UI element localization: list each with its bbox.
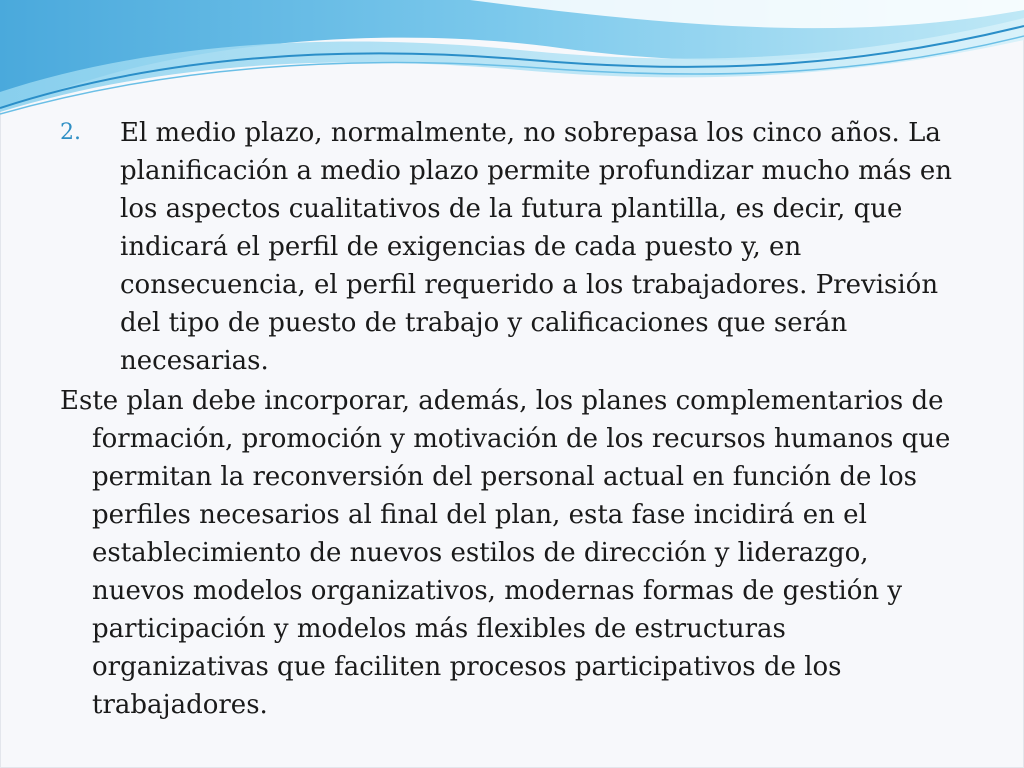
item-number: 2. [60, 120, 81, 145]
numbered-item [60, 114, 960, 380]
item-text: El medio plazo, normalmente, no sobrepasa los cinco años. La planificación a medio plazo permite profundizar mucho más en los aspectos cualitativos de la futura plantilla, es decir, que indicará el perfil de exigencias de cada puesto y, en consecuencia, el perfil requerido a los trabajadores. Previsión del tipo de puesto de trabajo y calificaciones que serán necesarias. [120, 118, 952, 376]
body-paragraph: Este plan debe incorporar, además, los planes complementarios de formación, promoción y motivación de los recursos humanos que permitan la reconversión del personal actual en función de los perfiles necesarios al final del plan, esta fase incidirá en el establecimiento de nuevos estilos de dirección y liderazgo, nuevos modelos organizativos, modernas formas de gestión y participación y modelos más flexibles de estructuras organizativas que faciliten procesos participativos de los trabajadores. [60, 386, 951, 720]
header-wave-decoration [0, 0, 1024, 130]
slide-content [60, 114, 960, 724]
